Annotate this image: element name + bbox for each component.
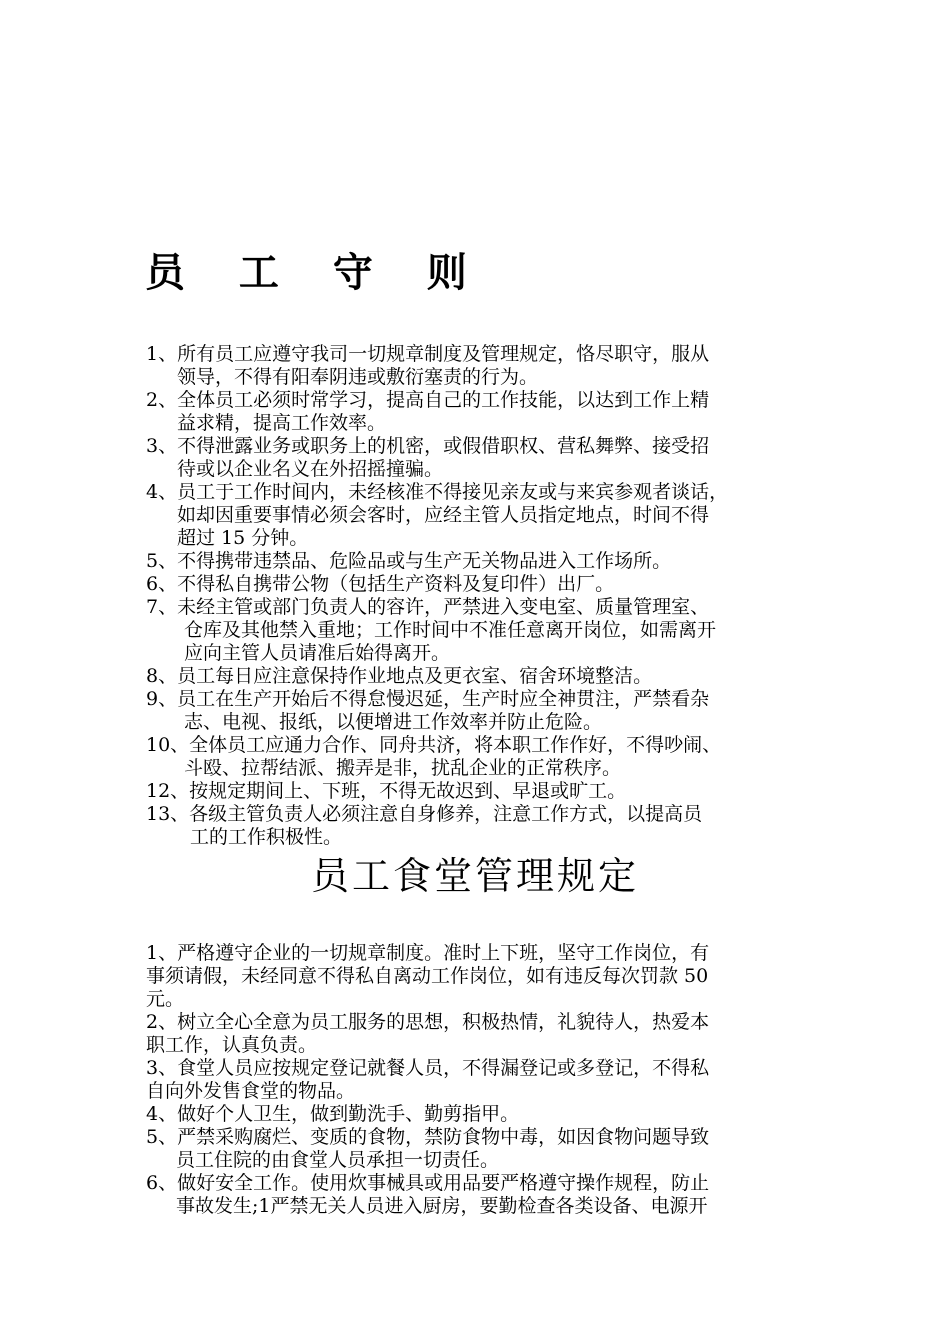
canteen-line: 事须请假，未经同意不得私自离动工作岗位，如有违反每次罚款 50 — [146, 965, 709, 987]
rule-line: 仓库及其他禁入重地；工作时间中不准任意离开岗位，如需离开 — [184, 619, 717, 641]
canteen-line: 6、做好安全工作。使用炊事械具或用品要严格遵守操作规程，防止 — [146, 1172, 710, 1194]
rule-line: 10、全体员工应通力合作、同舟共济，将本职工作作好，不得吵闹、 — [146, 734, 722, 756]
canteen-line: 事故发生;1严禁无关人员进入厨房，要勤检查各类设备、电源开 — [176, 1195, 708, 1217]
rule-line: 12、按规定期间上、下班，不得无故迟到、早退或旷工。 — [146, 780, 627, 802]
rule-item-2 — [146, 389, 836, 435]
canteen-line: 元。 — [146, 988, 185, 1010]
rule-line: 5、不得携带违禁品、危险品或与生产无关物品进入工作场所。 — [146, 550, 672, 572]
rule-item-6 — [146, 573, 836, 596]
canteen-line: 2、树立全心全意为员工服务的思想，积极热情，礼貌待人，热爱本 — [146, 1011, 710, 1033]
canteen-title: 员工食堂管理规定 — [310, 854, 639, 898]
rule-line: 13、各级主管负责人必须注意自身修养，注意工作方式，以提高员 — [146, 803, 703, 825]
canteen-line: 自向外发售食堂的物品。 — [146, 1080, 356, 1102]
rule-item-5 — [146, 550, 836, 573]
canteen-line: 4、做好个人卫生，做到勤洗手、勤剪指甲。 — [146, 1103, 520, 1125]
rule-line: 应向主管人员请准后始得离开。 — [184, 642, 451, 664]
rule-item-13 — [146, 803, 836, 849]
canteen-rules-list — [146, 942, 836, 1218]
rules-list — [146, 343, 836, 849]
rule-item-7 — [146, 596, 836, 665]
rule-line: 领导，不得有阳奉阴违或敷衍塞责的行为。 — [177, 366, 539, 388]
canteen-item-1 — [146, 942, 836, 1011]
rule-item-3 — [146, 435, 836, 481]
rule-line: 斗殴、拉帮结派、搬弄是非，扰乱企业的正常秩序。 — [184, 757, 622, 779]
canteen-item-3 — [146, 1057, 836, 1103]
rules-title: 员 工 守 则 — [145, 249, 487, 296]
rule-line: 益求精，提高工作效率。 — [177, 412, 387, 434]
canteen-line: 1、严格遵守企业的一切规章制度。准时上下班，坚守工作岗位，有 — [146, 942, 710, 964]
canteen-line: 员工住院的由食堂人员承担一切责任。 — [176, 1149, 500, 1171]
canteen-item-4 — [146, 1103, 836, 1126]
rule-item-9 — [146, 688, 836, 734]
rule-line: 志、电视、报纸，以便增进工作效率并防止危险。 — [184, 711, 603, 733]
rule-line: 2、全体员工必须时常学习，提高自己的工作技能，以达到工作上精 — [146, 389, 710, 411]
rule-line: 工的工作积极性。 — [190, 826, 343, 848]
rule-item-4 — [146, 481, 836, 550]
rule-line: 6、不得私自携带公物（包括生产资料及复印件）出厂。 — [146, 573, 615, 595]
rule-item-12 — [146, 780, 836, 803]
rule-line: 7、未经主管或部门负责人的容许，严禁进入变电室、质量管理室、 — [146, 596, 710, 618]
rule-line: 待或以企业名义在外招摇撞骗。 — [177, 458, 444, 480]
canteen-line: 5、严禁采购腐烂、变质的食物，禁防食物中毒，如因食物问题导致 — [146, 1126, 710, 1148]
canteen-line: 职工作，认真负责。 — [146, 1034, 318, 1056]
canteen-item-6 — [146, 1172, 836, 1218]
canteen-line: 3、食堂人员应按规定登记就餐人员，不得漏登记或多登记，不得私 — [146, 1057, 710, 1079]
rule-line: 1、所有员工应遵守我司一切规章制度及管理规定，恪尽职守，服从 — [146, 343, 710, 365]
canteen-item-2 — [146, 1011, 836, 1057]
canteen-item-5 — [146, 1126, 836, 1172]
rule-line: 如却因重要事情必须会客时，应经主管人员指定地点，时间不得 — [177, 504, 710, 526]
rule-item-10 — [146, 734, 836, 780]
rule-item-8 — [146, 665, 836, 688]
rule-line: 8、员工每日应注意保持作业地点及更衣室、宿舍环境整洁。 — [146, 665, 653, 687]
rule-item-1 — [146, 343, 836, 389]
rule-line: 9、员工在生产开始后不得怠慢迟延，生产时应全神贯注，严禁看杂 — [146, 688, 710, 710]
rule-line: 超过 15 分钟。 — [177, 527, 309, 549]
rule-line: 4、员工于工作时间内，未经核准不得接见亲友或与来宾参观者谈话， — [146, 481, 729, 503]
rule-line: 3、不得泄露业务或职务上的机密，或假借职权、营私舞弊、接受招 — [146, 435, 710, 457]
